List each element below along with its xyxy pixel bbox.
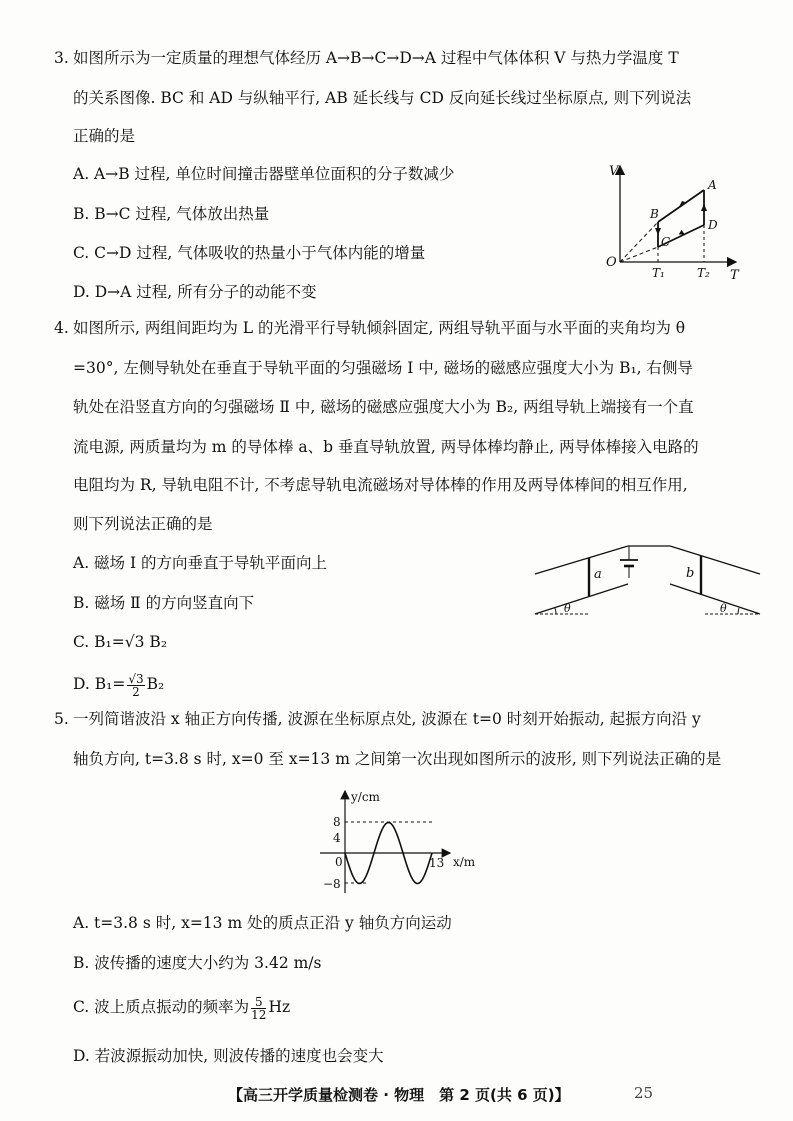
tick-8: 8: [333, 815, 341, 829]
q3-option-b: B. B→C 过程, 气体放出热量: [73, 205, 270, 223]
right-rail-bottom: [670, 584, 760, 614]
q4-option-a: A. 磁场 Ⅰ 的方向垂直于导轨平面向上: [73, 554, 328, 572]
tick-minus-8: −8: [323, 877, 341, 891]
q4-option-b: B. 磁场 Ⅱ 的方向竖直向下: [73, 594, 255, 612]
q4-option-d-suffix: B₂: [146, 675, 165, 693]
q5-stem-line2: 轴负方向, t=3.8 s 时, x=0 至 x=13 m 之间第一次出现如图所示的波形, 则下列说法正确的是: [73, 750, 722, 768]
q4-option-c: [73, 631, 167, 653]
q3-stem-line3: 正确的是: [73, 127, 136, 145]
left-rail-bottom: [535, 584, 628, 614]
q4-option-d: [73, 664, 164, 704]
q4-stem-line3: 轨处在沿竖直方向的匀强磁场 Ⅱ 中, 磁场的磁感应强度大小为 B₂, 两组导轨上端接有一个直: [73, 398, 694, 416]
q3-stem-line2: 的关系图像. BC 和 AD 与纵轴平行, AB 延长线与 CD 反向延长线过坐标原点, 则下列说法: [73, 89, 692, 107]
q4-option-d-fraction: [127, 673, 144, 698]
q3-option-d: D. D→A 过程, 所有分子的动能不变: [73, 283, 317, 301]
ab-extension: [620, 222, 658, 262]
arrow-da: [701, 204, 707, 211]
label-t1: T₁: [652, 266, 665, 280]
label-rod-b: b: [686, 566, 695, 581]
label-origin: O: [606, 255, 617, 270]
q4-option-d-prefix: D. B₁=: [73, 675, 126, 693]
q3-option-c: C. C→D 过程, 气体吸收的热量小于气体内能的增量: [73, 244, 426, 262]
tick-4: 4: [333, 831, 341, 845]
q5-number: 5.: [54, 710, 69, 728]
q3-stem-line1: 如图所示为一定质量的理想气体经历 A→B→C→D→A 过程中气体体积 V 与热力学温度 T: [73, 49, 679, 67]
q4-option-c-value: √3 B₂: [124, 633, 168, 651]
q3-option-a: A. A→B 过程, 单位时间撞击器壁单位面积的分子数减少: [73, 165, 455, 183]
label-c: C: [661, 235, 671, 249]
q5-option-c: [73, 987, 290, 1027]
q5-option-c-prefix: C. 波上质点振动的频率为: [73, 998, 250, 1016]
label-b: B: [650, 207, 659, 221]
arrow-bc: [655, 228, 661, 235]
q5-option-d: D. 若波源振动加快, 则波传播的速度也会变大: [73, 1047, 384, 1065]
q4-rails-figure: [530, 538, 765, 620]
q4-stem-line5: 电阻均为 R, 导轨电阻不计, 不考虑导轨电流磁场对导体棒的作用及两导体棒间的相互作用,: [73, 476, 688, 494]
q4-stem-line6: 则下列说法正确的是: [73, 515, 213, 533]
q4-stem-line4: 流电源, 两质量均为 m 的导体棒 a、b 垂直导轨放置, 两导体棒均静止, 两导体棒接入电路的: [73, 438, 699, 456]
page-footer: 【高三开学质量检测卷 · 物理 第 2 页(共 6 页)】: [228, 1086, 570, 1104]
q5-wave-graph: [315, 785, 485, 897]
q3-vt-graph: [596, 158, 744, 283]
label-rod-a: a: [594, 567, 602, 582]
q4-number: 4.: [54, 319, 69, 337]
left-rail-top: [535, 546, 628, 574]
right-angle-theta: θ: [720, 602, 727, 615]
q3-number: 3.: [54, 49, 69, 67]
right-rail-top: [670, 546, 760, 574]
label-d: D: [708, 218, 718, 232]
label-a: A: [708, 178, 717, 192]
y-axis-label: y/cm: [351, 790, 380, 804]
q4-stem-line2: =30°, 左侧导轨处在垂直于导轨平面的匀强磁场 Ⅰ 中, 磁场的磁感应强度大小为 B₁, 右侧导: [73, 359, 694, 377]
q5-option-c-denominator: 12: [251, 1007, 267, 1022]
left-angle-theta: θ: [564, 602, 571, 615]
q5-option-c-fraction: [251, 996, 266, 1021]
q5-option-c-suffix: Hz: [268, 998, 291, 1016]
q4-option-d-numerator: √3: [128, 671, 144, 686]
tick-0: 0: [335, 855, 343, 869]
label-t2: T₂: [697, 266, 710, 280]
q5-option-c-numerator: 5: [251, 996, 266, 1009]
q5-option-b: B. 波传播的速度大小约为 3.42 m/s: [73, 954, 322, 972]
label-v: V: [609, 164, 619, 179]
q5-option-a: A. t=3.8 s 时, x=13 m 处的质点正沿 y 轴负方向运动: [73, 914, 452, 932]
page-code: 25: [634, 1084, 654, 1102]
q5-stem-line1: 一列简谐波沿 x 轴正方向传播, 波源在坐标原点处, 波源在 t=0 时刻开始振动, 起振方向沿 y: [73, 710, 701, 728]
tick-13: 13: [429, 856, 445, 870]
cd-extension: [620, 247, 658, 262]
q4-option-c-prefix: C. B₁=: [73, 633, 125, 651]
segment-ab: [658, 190, 704, 222]
label-t: T: [730, 268, 739, 283]
q4-stem-line1: 如图所示, 两组间距均为 L 的光滑平行导轨倾斜固定, 两组导轨平面与水平面的夹角均为 θ: [73, 319, 686, 337]
x-axis-label: x/m: [453, 855, 476, 869]
q4-option-d-denominator: 2: [132, 684, 140, 699]
